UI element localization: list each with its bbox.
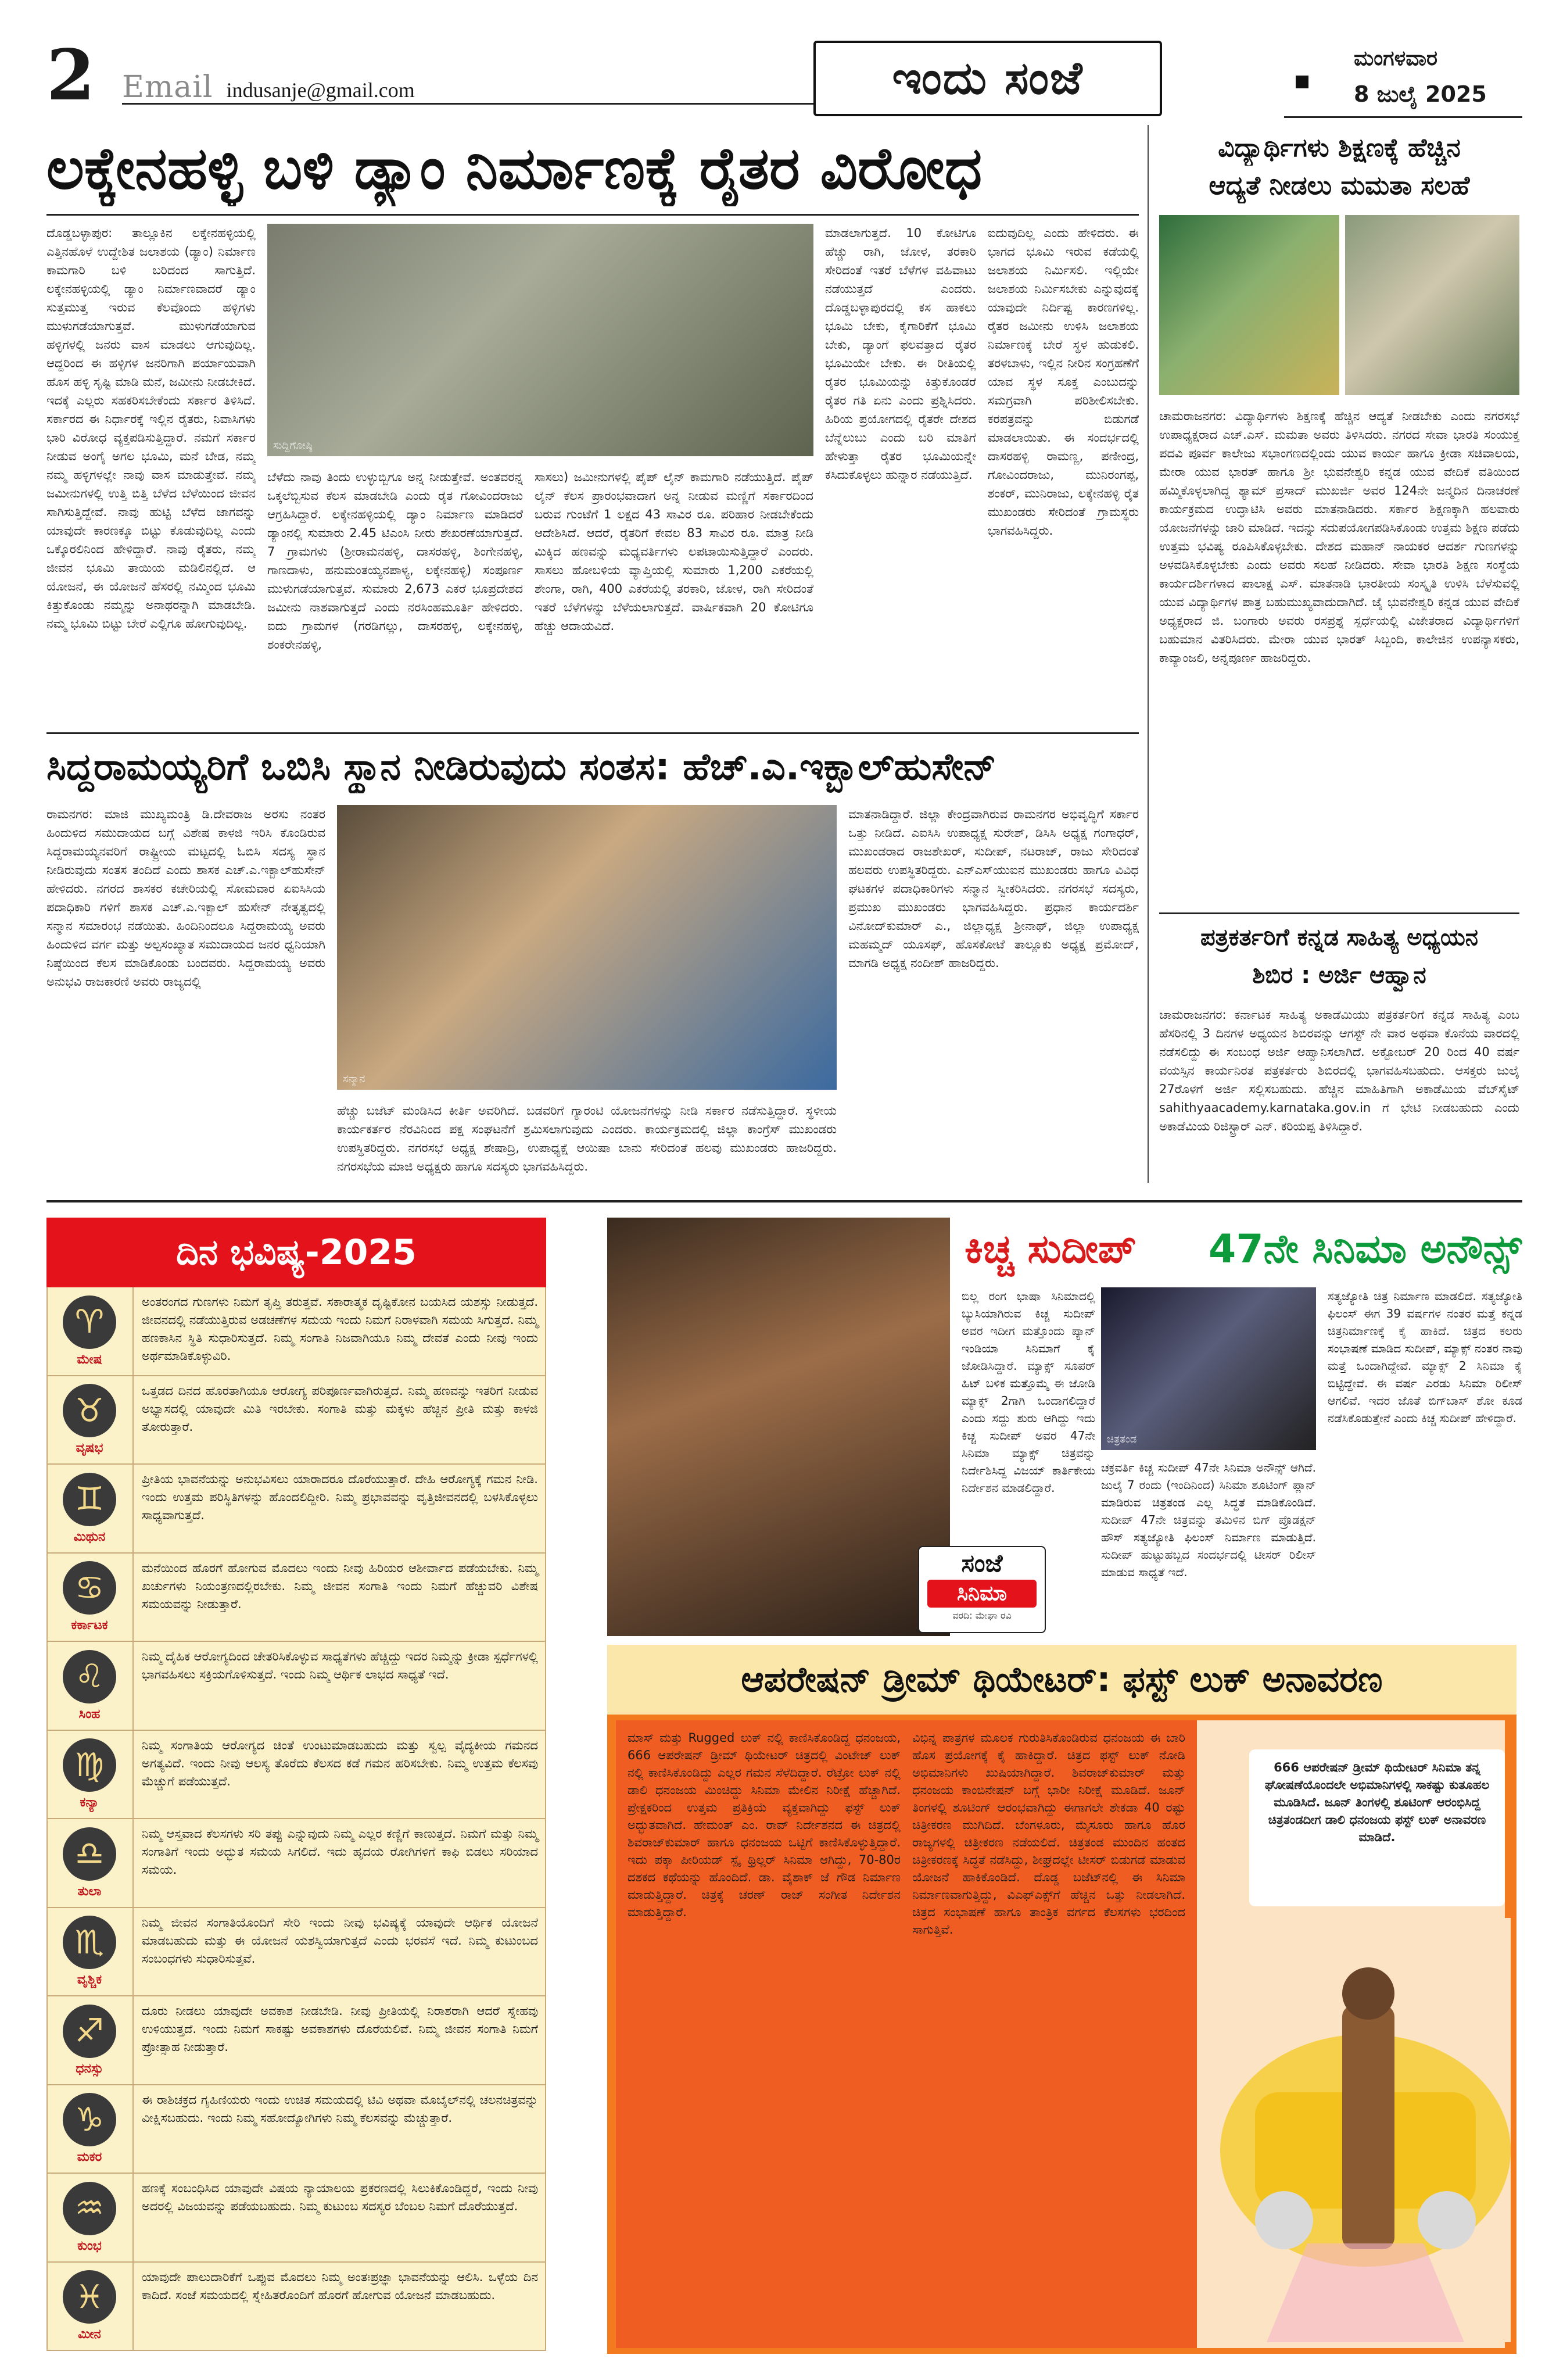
right-mid-headline-2: ಶಿಬಿರ : ಅರ್ಜಿ ಆಹ್ವಾನ bbox=[1252, 962, 1426, 989]
lead-photo-caption: ಸುದ್ದಿಗೋಷ್ಠಿ bbox=[273, 439, 313, 452]
badge-sanje: ಸಂಜೆ bbox=[961, 1549, 1003, 1577]
zodiac-name: ಕನ್ಯಾ bbox=[80, 1795, 99, 1810]
lead-photo bbox=[267, 224, 813, 456]
second-column-1: ರಾಮನಗರ: ಮಾಜಿ ಮುಖ್ಯಮಂತ್ರಿ ಡಿ.ದೇವರಾಜ ಅರಸು ನಂತರ ಹಿಂದುಳಿದ ಸಮುದಾಯದ ಬಗ್ಗೆ ವಿಶೇಷ ಕಾಳಜಿ ಇರಿಸಿ ಕೊಂಡಿರುವ ಸಿದ್ದರಾಮಯ್ಯನವರಿಗೆ ರಾಷ್ಟ್ರೀಯ ಮಟ್ಟದಲ್ಲಿ ಓಬಿಸಿ ಸದಸ್ಯ ಸ್ಥಾನ ನೀಡಿರುವುದು ಸಂತಸ ತಂದಿದೆ ಎಂದು ಶಾಸಕ ಎಚ್.ಎ.ಇಕ್ಬಾಲ್‌ಹುಸೇನ್ ಹೇಳಿದರು. ನಗರದ ಶಾಸಕರ ಕಚೇರಿಯಲ್ಲಿ ಸೋಮವಾರ ಏಐಸಿಸಿಯ ಪದಾಧಿಕಾರಿ ಗಳಿಗೆ ಶಾಸಕ ಎಚ್.ಎ.ಇಕ್ಬಾಲ್ ಹುಸೇನ್ ನೇತೃತ್ವದಲ್ಲಿ ಸನ್ಮಾನ ಸಮಾರಂಭ ನಡೆಯಿತು. ಹಿಂದಿನಿಂದಲೂ ಸಿದ್ದರಾಮಯ್ಯ ಅವರು ಹಿಂದುಳಿದ ವರ್ಗ ಮತ್ತು ಅಲ್ಪಸಂಖ್ಯಾತ ಸಮುದಾಯದ ಜನರ ಧ್ವನಿಯಾಗಿ ನಿಷ್ಠೆಯಿಂದ ಕೆಲಸ ಮಾಡಿಕೊಂಡು ಬಂದವರು. ಸಿದ್ದರಾಮಯ್ಯ ಅವರು ಅನುಭವಿ ರಾಜಕಾರಣಿ ಅವರು ರಾಜ್ಯದಲ್ಲಿ bbox=[46, 807, 325, 989]
horoscope-text: ಯಾವುದೇ ಪಾಲುದಾರಿಕೆಗೆ ಒಪ್ಪುವ ಮೊದಲು ನಿಮ್ಮ ಅಂತಃಪ್ರಜ್ಞಾ ಭಾವನೆಯನ್ನು ಆಲಿಸಿ. ಒಳ್ಳೆಯ ದಿನ ಕಾದಿದೆ. ಸಂಜೆ ಸಮಯದಲ್ಲಿ ಸ್ನೇಹಿತರೊಂದಿಗೆ ಹೊರಗೆ ಹೋಗುವ ಯೋಜನೆ ಮಾಡಬಹುದು. bbox=[142, 2270, 538, 2302]
email-bar bbox=[122, 70, 819, 105]
zodiac-icon: ♈ bbox=[63, 1295, 116, 1349]
zodiac-name: ಸಿಂಹ bbox=[78, 1706, 101, 1722]
horoscope-row bbox=[46, 1908, 546, 1997]
second-headline: ಸಿದ್ದರಾಮಯ್ಯರಿಗೆ ಒಬಿಸಿ ಸ್ಥಾನ ನೀಡಿರುವುದು ಸಂತಸ: ಹೆಚ್.ಎ.ಇಕ್ಬಾಲ್‌ಹುಸೇನ್ bbox=[46, 746, 996, 789]
horoscope-row bbox=[46, 1996, 546, 2085]
horoscope-row bbox=[46, 1376, 546, 1465]
zodiac-name: ಧನಸ್ಸು bbox=[76, 2061, 103, 2076]
horoscope-title: ದಿನ ಭವಿಷ್ಯ-2025 bbox=[46, 1218, 546, 1287]
masthead-square-icon bbox=[1296, 76, 1308, 88]
horoscope-sign bbox=[46, 1287, 134, 1375]
feature-headline: ಆಪರೇಷನ್ ಡ್ರೀಮ್ ಥಿಯೇಟರ್: ಫಸ್ಟ್ ಲುಕ್ ಅನಾವರಣ bbox=[607, 1645, 1516, 1715]
horoscope-row bbox=[46, 2085, 546, 2174]
horoscope-sign bbox=[46, 1908, 134, 1996]
lead-column-1: ದೊಡ್ಡಬಳ್ಳಾಪುರ: ತಾಲ್ಲೂಕಿನ ಲಕ್ಕೇನಹಳ್ಳಿಯಲ್ಲಿ ಎತ್ತಿನಹೊಳೆ ಉದ್ದೇಶಿತ ಜಲಾಶಯ (ಡ್ಯಾಂ) ನಿರ್ಮಾಣ ಕಾಮಗಾರಿ ಬಳಿ ಬರಿದಂದ ಸಾಗುತ್ತಿದೆ. ಲಕ್ಕೇನಹಳ್ಳಿಯಲ್ಲಿ ಡ್ಯಾಂ ನಿರ್ಮಾಣವಾದರೆ ಡ್ಯಾಂ ಸುತ್ತಮುತ್ತ ಇರುವ ಕೆಲವೊಂದು ಹಳ್ಳಿಗಳು ಮುಳುಗಡೆಯಾಗುತ್ತವೆ. ಮುಳುಗಡೆಯಾಗುವ ಹಳ್ಳಿಗಳಲ್ಲಿ ಜನರು ವಾಸ ಮಾಡಲು ಆಗುವುದಿಲ್ಲ. ಆದ್ದರಿಂದ ಈ ಹಳ್ಳಿಗಳ ಜನರಿಗಾಗಿ ಪರ್ಯಾಯವಾಗಿ ಹೊಸ ಹಳ್ಳಿ ಸೃಷ್ಟಿ ಮಾಡಿ ಮನೆ, ಜಮೀನು ನೀಡಬೇಕಿದೆ. ಇದಕ್ಕೆ ಎಲ್ಲರು ಸಹಕರಿಸಬೇಕೆಂದು ಸರ್ಕಾರ ತಿಳಿಸಿದೆ. ಸರ್ಕಾರದ ಈ ನಿರ್ಧಾರಕ್ಕೆ ಇಲ್ಲಿನ ರೈತರು, ನಿವಾಸಿಗಳು ಭಾರಿ ವಿರೋಧ ವ್ಯಕ್ತಪಡಿಸುತ್ತಿದ್ದಾರೆ. ನಮಗೆ ಸರ್ಕಾರ ನೀಡುವ ಅಂಗೈ ಅಗಲ ಭೂಮಿ, ಮನೆ ಬೇಡ, ನಮ್ಮ ನಮ್ಮ ಹಳ್ಳಿಗಳಲ್ಲೇ ನಾವು ವಾಸ ಮಾಡುತ್ತೇವೆ. ನಮ್ಮ ಜಮೀನುಗಳಲ್ಲಿ ಉತ್ತಿ ಬಿತ್ತಿ ಬೆಳೆದ ಬೆಳೆಯಿಂದ ಜೀವನ ಸಾಗಿಸುತ್ತಿದ್ದೇವೆ. ನಾವು ಹುಟ್ಟಿ ಬೆಳೆದ ಜಾಗವನ್ನು ಯಾವುದೇ ಕಾರಣಕ್ಕೂ ಬಿಟ್ಟು ಕೊಡುವುದಿಲ್ಲ ಎಂದು ಒಕ್ಕೊರಲಿನಿಂದ ಹೇಳಿದ್ದಾರೆ. ನಾವು ರೈತರು, ನಮ್ಮ ಜೀವನ ಭೂಮಿ ತಾಯಿಯ ಮಡಿಲಿನಲ್ಲಿದೆ. ಆ ಯೋಜನೆ, ಈ ಯೋಜನೆ ಹೆಸರಲ್ಲಿ ನಮ್ಮಿಂದ ಭೂಮಿ ಕಿತ್ತುಕೊಂಡು ನಮ್ಮನ್ನು ಅನಾಥರನ್ನಾಗಿ ಮಾಡಬೇಡಿ. ನಮ್ಮ ಭೂಮಿ ಬಿಟ್ಟು ಬೇರೆ ಎಲ್ಲಿಗೂ ಹೋಗುವುದಿಲ್ಲ. bbox=[46, 226, 256, 631]
right-top-headline-1: ವಿದ್ಯಾರ್ಥಿಗಳು ಶಿಕ್ಷಣಕ್ಕೆ ಹೆಚ್ಚಿನ bbox=[1218, 133, 1461, 163]
lead-column-3: ಸಾಸಲು) ಜಮೀನುಗಳಲ್ಲಿ ಪೈಪ್ ಲೈನ್ ಕಾಮಗಾರಿ ನಡೆಯುತ್ತಿದೆ. ಪೈಪ್ ಲೈನ್ ಕೆಲಸ ಪ್ರಾರಂಭವಾದಾಗ ಅನ್ನ ನೀಡುವ ಮಣ್ಣಿಗೆ ಸರ್ಕಾರದಿಂದ ಬರುವ ಗುಂಟೆಗೆ 1 ಲಕ್ಷದ 43 ಸಾವಿರ ರೂ. ಪರಿಹಾರ ನೀಡಬೇಕೆಂದು ಆದೇಶಿಸಿದೆ. ಆದರೆ, ರೈತರಿಗೆ ಕೇವಲ 83 ಸಾವಿರ ರೂ. ಮಾತ್ರ ನೀಡಿ ಮಿಕ್ಕಿದ ಹಣವನ್ನು ಮಧ್ಯವರ್ತಿಗಳು ಲಪಟಾಯಿಸುತ್ತಿದ್ದಾರೆ ಎಂದರು. ಸಾಸಲು ಹೋಬಳಿಯ ವ್ಯಾಪ್ತಿಯಲ್ಲಿ ಸುಮಾರು 1,200 ಎಕರೆಯಲ್ಲಿ ಶೇಂಗಾ, ರಾಗಿ, 400 ಎಕರೆಯಲ್ಲಿ ತರಕಾರಿ, ಜೋಳ, ರಾಗಿ ಸೇರಿದಂತೆ ಇತರೆ ಬೆಳೆಗಳನ್ನು ಬೆಳೆಯಲಾಗುತ್ತದೆ. ವಾರ್ಷಿಕವಾಗಿ 20 ಕೋಟಿಗೂ ಹೆಚ್ಚು ಆದಾಯವಿದೆ. bbox=[535, 470, 813, 633]
lead-column-4: ಮಾಡಲಾಗುತ್ತದೆ. 10 ಕೋಟಿಗೂ ಹೆಚ್ಚು ರಾಗಿ, ಜೋಳ, ತರಕಾರಿ ಸೇರಿದಂತೆ ಇತರೆ ಬೆಳೆಗಳ ವಹಿವಾಟು ನಡೆಯುತ್ತದೆ ಎಂದರು. ದೊಡ್ಡಬಳ್ಳಾಪುರದಲ್ಲಿ ಕಸ ಹಾಕಲು ಭೂಮಿ ಬೇಕು, ಕೈಗಾರಿಕೆಗೆ ಭೂಮಿ ಬೇಕು, ಡ್ಯಾಂಗೆ ಫಲವತ್ತಾದ ರೈತರ ಭೂಮಿಯೇ ಬೇಕು. ಈ ರೀತಿಯಲ್ಲಿ ರೈತರ ಭೂಮಿಯನ್ನು ಕಿತ್ತುಕೊಂಡರೆ ರೈತರ ಗತಿ ಏನು ಎಂದು ಪ್ರಶ್ನಿಸಿದರು. ಹಿರಿಯ ಪ್ರಯೋಗದಲ್ಲಿ ರೈತರೇ ದೇಶದ ಬೆನ್ನೆಲುಬು ಎಂದು ಬರಿ ಮಾತಿಗೆ ಹೇಳುತ್ತಾ ರೈತರ ಭೂಮಿಯನ್ನೇ ಕಸಿದುಕೊಳ್ಳಲು ಹುನ್ನಾರ ನಡೆಯುತ್ತಿದೆ. bbox=[825, 226, 976, 482]
zodiac-name: ಮೀನ bbox=[78, 2327, 101, 2342]
horoscope-row bbox=[46, 1554, 546, 1642]
sudeep-portrait bbox=[607, 1218, 950, 1636]
zodiac-name: ವೃಶ್ಚಿಕ bbox=[77, 1973, 102, 1988]
right-top-headline-2: ಆದ್ಯತೆ ನೀಡಲು ಮಮತಾ ಸಲಹೆ bbox=[1209, 171, 1470, 201]
horoscope-text: ನಿಮ್ಮ ಸಂಗಾತಿಯ ಆರೋಗ್ಯದ ಚಿಂತೆ ಉಂಟುಮಾಡಬಹುದು ಮತ್ತು ಸ್ವಲ್ಪ ವೈದ್ಯಕೀಯ ಗಮನದ ಅಗತ್ಯವಿದೆ. ಇಂದು ನೀವು ಆಲಸ್ಯ ತೊರೆದು ಕೆಲಸದ ಕಡೆ ಗಮನ ಹರಿಸಬೇಕು. ನಿಮ್ಮ ಉತ್ತಮ ಕೆಲಸವು ಮೆಚ್ಚುಗೆ ಪಡೆಯುತ್ತದೆ. bbox=[142, 1738, 538, 1788]
zodiac-icon: ♋ bbox=[63, 1561, 116, 1615]
cinema-column-2: ಚಕ್ರವರ್ತಿ ಕಿಚ್ಚ ಸುದೀಪ್ 47ನೇ ಸಿನಿಮಾ ಅನೌನ್ಸ್ ಆಗಿದೆ. ಜುಲೈ 7 ರಂದು (ಇಂದಿನಿಂದ) ಸಿನಿಮಾ ಶೂಟಿಂಗ್ ಪ್ಲಾನ್ ಮಾಡಿರುವ ಚಿತ್ರತಂಡ ಎಲ್ಲ ಸಿದ್ಧತೆ ಮಾಡಿಕೊಂಡಿದೆ. ಸುದೀಪ್ 47ನೇ ಚಿತ್ರವನ್ನು ತಮಿಳಿನ ಬಿಗ್ ಪ್ರೊಡಕ್ಷನ್ ಹೌಸ್ ಸತ್ಯಜ್ಯೋತಿ ಫಿಲಂಸ್ ನಿರ್ಮಾಣ ಮಾಡುತ್ತಿದೆ. ಸುದೀಪ್ ಹುಟ್ಟುಹಬ್ಬದ ಸಂದರ್ಭದಲ್ಲಿ ಟೀಸರ್ ರಿಲೀಸ್ ಮಾಡುವ ಸಾಧ್ಯತೆ ಇದೆ. bbox=[1101, 1461, 1316, 1579]
zodiac-icon: ♍ bbox=[63, 1738, 116, 1792]
horoscope-row bbox=[46, 1642, 546, 1731]
horoscope-row bbox=[46, 2263, 546, 2352]
cinema-column-3: ಸತ್ಯಜ್ಯೋತಿ ಚಿತ್ರ ನಿರ್ಮಾಣ ಮಾಡಲಿದೆ. ಸತ್ಯಜ್ಯೋತಿ ಫಿಲಂಸ್ ಈಗ 39 ವರ್ಷಗಳ ನಂತರ ಮತ್ತೆ ಕನ್ನಡ ಚಿತ್ರನಿರ್ಮಾಣಕ್ಕೆ ಕೈ ಹಾಕಿದೆ. ಚಿತ್ರದ ಕಲರು ಸಂಭಾಷಣೆ ಮಾಡಿದ ಸುದೀಪ್, ಮ್ಯಾಕ್ಸ್ ನಂತರ ನಾವು ಮತ್ತೆ ಒಂದಾಗಿದ್ದೇವೆ. ಮ್ಯಾಕ್ಸ್ 2 ಸಿನಿಮಾ ಕೈ ಬಿಟ್ಟಿದ್ದೇವೆ. ಈ ವರ್ಷ ಎರಡು ಸಿನಿಮಾ ರಿಲೀಸ್ ಆಗಲಿವೆ. ಇದರ ಜೊತೆ ಬಿಗ್‌ಬಾಸ್ ಶೋ ಕೂಡ ನಡೆಸಿಕೊಡುತ್ತೇನೆ ಎಂದು ಕಿಚ್ಚ ಸುದೀಪ್ ಹೇಳಿದ್ದಾರೆ. bbox=[1328, 1289, 1522, 1425]
zodiac-icon: ♎ bbox=[63, 1827, 116, 1881]
horoscope-text: ಹಣಕ್ಕೆ ಸಂಬಂಧಿಸಿದ ಯಾವುದೇ ವಿಷಯ ನ್ಯಾಯಾಲಯ ಪ್ರಕರಣದಲ್ಲಿ ಸಿಲುಕಿಕೊಂಡಿದ್ದರೆ, ಇಂದು ನೀವು ಅದರಲ್ಲಿ ವಿಜಯವನ್ನು ಪಡೆಯಬಹುದು. ನಿಮ್ಮ ಕುಟುಂಬ ಸದಸ್ಯರ ಬೆಂಬಲ ನಿಮಗೆ ದೊರೆಯುತ್ತದೆ. bbox=[142, 2181, 538, 2213]
cinema-team-photo-caption: ಚಿತ್ರತಂಡ bbox=[1107, 1433, 1137, 1445]
horoscope-sign bbox=[46, 1376, 134, 1464]
horoscope-text: ಒತ್ತಡದ ದಿನದ ಹೊರತಾಗಿಯೂ ಆರೋಗ್ಯ ಪರಿಪೂರ್ಣವಾಗಿರುತ್ತದೆ. ನಿಮ್ಮ ಹಣವನ್ನು ಇತರಿಗೆ ನೀಡುವ ಅಭ್ಯಾಸದಲ್ಲಿ ಯಾವುದೇ ಮಿತಿ ಇರಬೇಕು. ಸಂಗಾತಿ ಮತ್ತು ಮಕ್ಕಳು ಹೆಚ್ಚಿನ ಪ್ರೀತಿ ಮತ್ತು ಕಾಳಜಿ ತೋರುತ್ತಾರೆ. bbox=[142, 1383, 538, 1434]
horoscope-text: ಈ ರಾಶಿಚಕ್ರದ ಗೃಹಿಣಿಯರು ಇಂದು ಉಚಿತ ಸಮಯದಲ್ಲಿ ಟಿವಿ ಅಥವಾ ಮೊಬೈಲ್‌ನಲ್ಲಿ ಚಲನಚಿತ್ರವನ್ನು ವೀಕ್ಷಿಸಬಹುದು. ಇಂದು ನಿಮ್ಮ ಸಹೋದ್ಯೋಗಿಗಳು ನಿಮ್ಮ ಕೆಲಸವನ್ನು ಮೆಚ್ಚುತ್ತಾರೆ. bbox=[142, 2092, 538, 2125]
horoscope-text: ನಿಮ್ಮ ಜೀವನ ಸಂಗಾತಿಯೊಂದಿಗೆ ಸೇರಿ ಇಂದು ನೀವು ಭವಿಷ್ಯಕ್ಕೆ ಯಾವುದೇ ಆರ್ಥಿಕ ಯೋಜನೆ ಮಾಡಬಹುದು ಮತ್ತು ಈ ಯೋಜನೆ ಯಶಸ್ವಿಯಾಗುತ್ತದೆ ಎಂದು ಭರವಸೆ ಇದೆ. ನಿಮ್ಮ ಕುಟುಂಬದ ಸಂಬಂಧಗಳು ಸುಧಾರಿಸುತ್ತವೆ. bbox=[142, 1915, 538, 1966]
badge-credit: ವರದಿ: ಮೇಘಾ ರವಿ bbox=[952, 1610, 1012, 1621]
badge-cinema: ಸಿನಿಮಾ bbox=[927, 1580, 1037, 1608]
horoscope-text: ನಿಮ್ಮ ಆಸ್ತವಾದ ಕೆಲಸಗಳು ಸರಿ ತಪ್ಪು ಎನ್ನುವುದು ನಿಮ್ಮ ಎಲ್ಲರ ಕಣ್ಣಿಗೆ ಕಾಣುತ್ತದೆ. ನಿಮಗೆ ಮತ್ತು ನಿಮ್ಮ ಸಂಗಾತಿಗೆ ಇಂದು ಅದ್ಭುತ ಸಮಯ ಸಿಗಲಿದೆ. ಇದು ಹೃದಯ ರೋಗಿಗಳಿಗೆ ಕಾಫಿ ಬಿಡಲು ಸರಿಯಾದ ಸಮಯ. bbox=[142, 1827, 538, 1877]
email-label: Email bbox=[122, 70, 213, 105]
zodiac-name: ಮಕರ bbox=[77, 2150, 102, 2165]
cinema-column-1: ಬಿಲ್ಲ ರಂಗ ಭಾಷಾ ಸಿನಿಮಾದಲ್ಲಿ ಬ್ಯುಸಿಯಾಗಿರುವ ಕಿಚ್ಚ ಸುದೀಪ್ ಅವರ ಇದೀಗ ಮತ್ತೊಂದು ಪ್ಯಾನ್ ಇಂಡಿಯಾ ಸಿನಿಮಾಗೆ ಕೈ ಜೋಡಿಸಿದ್ದಾರೆ. ಮ್ಯಾಕ್ಸ್ ಸೂಪರ್ ಹಿಟ್ ಬಳಿಕ ಮತ್ತೊಮ್ಮೆ ಈ ಜೋಡಿ ಮ್ಯಾಕ್ಸ್ 2ಗಾಗಿ ಒಂದಾಗಲಿದ್ದಾರೆ ಎಂದು ಸದ್ದು ಶುರು ಆಗಿದ್ದು ಇದು ಕಿಚ್ಚ ಸುದೀಪ್ ಅವರ 47ನೇ ಸಿನಿಮಾ ಮ್ಯಾಕ್ಸ್ ಚಿತ್ರವನ್ನು ನಿರ್ದೇಶಿಸಿದ್ದ ವಿಜಯ್ ಕಾರ್ತಿಕೇಯ ನಿರ್ದೇಶನ ಮಾಡಲಿದ್ದಾರೆ. bbox=[962, 1289, 1095, 1495]
horoscope-sign bbox=[46, 2085, 134, 2173]
horoscope-sign bbox=[46, 1819, 134, 1907]
zodiac-name: ವೃಷಭ bbox=[76, 1441, 103, 1456]
zodiac-icon: ♏ bbox=[63, 1916, 116, 1969]
cinema-headline-red: ಕಿಚ್ಚ ಸುದೀಪ್ bbox=[965, 1226, 1136, 1272]
horoscope-row bbox=[46, 1287, 546, 1376]
cinema-headline-green: 47ನೇ ಸಿನಿಮಾ ಅನೌನ್ಸ್ bbox=[1209, 1226, 1522, 1272]
lead-headline: ಲಕ್ಕೇನಹಳ್ಳಿ ಬಳಿ ಡ್ಯಾಂ ನಿರ್ಮಾಣಕ್ಕೆ ರೈತರ ವಿರೋಧ bbox=[46, 134, 983, 202]
horoscope-sign bbox=[46, 2174, 134, 2261]
second-column-3: ಮಾತನಾಡಿದ್ದಾರೆ. ಜಿಲ್ಲಾ ಕೇಂದ್ರವಾಗಿರುವ ರಾಮನಗರ ಅಭಿವೃದ್ಧಿಗೆ ಸರ್ಕಾರ ಒತ್ತು ನೀಡಿದೆ. ಎಐಸಿಸಿ ಉಪಾಧ್ಯಕ್ಷ ಸುರೇಶ್, ಡಿಸಿಸಿ ಅಧ್ಯಕ್ಷ ಗಂಗಾಧರ್, ಮುಖಂಡರಾದ ರಾಜಶೇಖರ್, ಸುದೀಪ್, ನಟರಾಜ್, ರಾಜು ಸೇರಿದಂತೆ ಹಲವರು ಉಪಸ್ಥಿತರಿದ್ದರು. ಎನ್‌ಎಸ್‌ಯುಐನ ಮುಖಂಡರು ಹಾಗೂ ವಿವಿಧ ಘಟಕಗಳ ಪದಾಧಿಕಾರಿಗಳು ಸನ್ಮಾನ ಸ್ವೀಕರಿಸಿದರು. ನಗರಸಭೆ ಸದಸ್ಯರು, ಪ್ರಮುಖ ಮುಖಂಡರು ಭಾಗವಹಿಸಿದ್ದರು. ಪ್ರಧಾನ ಕಾರ್ಯದರ್ಶಿ ವಿನೋದ್‌ಕುಮಾರ್ ಎ., ಜಿಲ್ಲಾಧ್ಯಕ್ಷ ಶ್ರೀನಾಥ್, ಜಿಲ್ಲಾ ಉಪಾಧ್ಯಕ್ಷ ಮಹಮ್ಮದ್ ಯೂಸಫ್, ಹೊಸಕೋಟೆ ತಾಲ್ಲೂಕು ಅಧ್ಯಕ್ಷ ಪ್ರಮೋದ್, ಮಾಗಡಿ ಅಧ್ಯಕ್ಷ ನಂದೀಶ್ ಹಾಜರಿದ್ದರು. bbox=[848, 807, 1139, 970]
lead-rule bbox=[46, 214, 1139, 216]
masthead-rule bbox=[1284, 116, 1522, 118]
right-mid-headline-1: ಪತ್ರಕರ್ತರಿಗೆ ಕನ್ನಡ ಸಾಹಿತ್ಯ ಅಧ್ಯಯನ bbox=[1200, 924, 1479, 951]
zodiac-icon: ♊ bbox=[63, 1473, 116, 1526]
horoscope-row bbox=[46, 1465, 546, 1554]
horoscope-row bbox=[46, 2174, 546, 2263]
sanje-cinema-badge bbox=[918, 1546, 1046, 1633]
zodiac-icon: ♑ bbox=[63, 2093, 116, 2146]
cinema-team-photo bbox=[1101, 1287, 1316, 1450]
masthead-day: ಮಂಗಳವಾರ bbox=[1354, 46, 1438, 70]
email-address[interactable]: indusanje@gmail.com bbox=[226, 78, 415, 102]
zodiac-icon: ♐ bbox=[63, 2005, 116, 2058]
horoscope-sign bbox=[46, 1731, 134, 1819]
lead-column-5: ಐದುವುದಿಲ್ಲ ಎಂದು ಹೇಳಿದರು. ಈ ಭಾಗದ ಭೂಮಿ ಇರುವ ಕಡೆಯಲ್ಲಿ ಜಲಾಶಯ ನಿರ್ಮಿಸಲಿ. ಇಲ್ಲಿಯೇ ಜಲಾಶಯ ನಿರ್ಮಿಸಬೇಕು ಎನ್ನುವುದಕ್ಕೆ ಯಾವುದೇ ನಿರ್ದಿಷ್ಟ ಕಾರಣಗಳಿಲ್ಲ. ರೈತರ ಜಮೀನು ಉಳಿಸಿ ಜಲಾಶಯ ನಿರ್ಮಾಣಕ್ಕೆ ಬೇರೆ ಸ್ಥಳ ಹುಡುಕಲಿ. ತರಳಬಾಳು, ಇಲ್ಲಿನ ನೀರಿನ ಸಂಗ್ರಹಣೆಗೆ ಯಾವ ಸ್ಥಳ ಸೂಕ್ತ ಎಂಬುದನ್ನು ಸಮಗ್ರವಾಗಿ ಪರಿಶೀಲಿಸಬೇಕು. ಕರಪತ್ರವನ್ನು ಬಿಡುಗಡೆ ಮಾಡಲಾಯಿತು. ಈ ಸಂದರ್ಭದಲ್ಲಿ ದಾಸರಹಳ್ಳಿ ರಾಮಣ್ಣ, ಪಣೀಂದ್ರ, ಗೋವಿಂದರಾಜು, ಮುನಿರಂಗಪ್ಪ, ಶಂಕರ್, ಮುನಿರಾಜು, ಲಕ್ಕೇನಹಳ್ಳಿ ರೈತ ಮುಖಂಡರು ಸೇರಿದಂತೆ ಗ್ರಾಮಸ್ಥರು ಭಾಗವಹಿಸಿದ್ದರು. bbox=[988, 226, 1139, 538]
horoscope-text: ದೂರು ನೀಡಲು ಯಾವುದೇ ಅವಕಾಶ ನೀಡಬೇಡಿ. ನೀವು ಪ್ರೀತಿಯಲ್ಲಿ ನಿರಾಶರಾಗಿ ಆದರೆ ಸ್ನೇಹವು ಉಳಿಯುತ್ತದೆ. ಇಂದು ನಿಮಗೆ ಸಾಕಷ್ಟು ಅವಕಾಶಗಳು ದೊರೆಯಲಿವೆ. ನಿಮ್ಮ ಜೀವನ ಸಂಗಾತಿ ನಿಮಗೆ ಪ್ರೋತ್ಸಾಹ ನೀಡುತ್ತಾರೆ. bbox=[142, 2004, 538, 2054]
page-number: 2 bbox=[46, 34, 95, 116]
right-mid-rule bbox=[1159, 912, 1519, 914]
feature-callout: 666 ಆಪರೇಷನ್ ಡ್ರೀಮ್ ಥಿಯೇಟರ್ ಸಿನಿಮಾ ತನ್ನ ಘೋಷಣೆಯೊಂದಲೇ ಅಭಿಮಾನಿಗಳಲ್ಲಿ ಸಾಕಷ್ಟು ಕುತೂಹಲ ಮೂಡಿಸಿದೆ. ಜೂನ್ ತಿಂಗಳಲ್ಲಿ ಶೂಟಿಂಗ್ ಆರಂಭಿಸಿದ್ದ ಚಿತ್ರತಂಡದೀಗ ಡಾಲಿ ಧನಂಜಯ ಫಸ್ಟ್ ಲುಕ್ ಅನಾವರಣ ಮಾಡಿದೆ. bbox=[1249, 1749, 1505, 1906]
right-mid-body: ಚಾಮರಾಜನಗರ: ಕರ್ನಾಟಕ ಸಾಹಿತ್ಯ ಅಕಾಡೆಮಿಯು ಪತ್ರಕರ್ತರಿಗೆ ಕನ್ನಡ ಸಾಹಿತ್ಯ ಎಂಬ ಹೆಸರಿನಲ್ಲಿ 3 ದಿನಗಳ ಅಧ್ಯಯನ ಶಿಬಿರವನ್ನು ಆಗಸ್ಟ್ ನೇ ವಾರ ಅಥವಾ ಕೊನೆಯ ವಾರದಲ್ಲಿ ನಡೆಸಲಿದ್ದು ಈ ಸಂಬಂಧ ಅರ್ಜಿ ಆಹ್ವಾನಿಸಲಾಗಿದೆ. ಅಕ್ಟೋಬರ್ 20 ರಿಂದ 40 ವರ್ಷ ವಯಸ್ಸಿನ ಕಾರ್ಯನಿರತ ಪತ್ರಕರ್ತರು ಶಿಬಿರದಲ್ಲಿ ಭಾಗವಹಿಸಬಹುದು. ಆಸಕ್ತರು ಜುಲೈ 27ರೊಳಗೆ ಅರ್ಜಿ ಸಲ್ಲಿಸಬಹುದು. ಹೆಚ್ಚಿನ ಮಾಹಿತಿಗಾಗಿ ಅಕಾಡೆಮಿಯ ವೆಬ್‌ಸೈಟ್ sahithyaacademy.karnataka.gov.in ಗೆ ಭೇಟಿ ನೀಡಬಹುದು ಎಂದು ಅಕಾಡೆಮಿಯ ರಿಜಿಸ್ಟ್ರಾರ್ ಎನ್. ಕರಿಯಪ್ಪ ತಿಳಿಸಿದ್ದಾರೆ. bbox=[1159, 1008, 1519, 1133]
zodiac-name: ಮೇಷ bbox=[77, 1352, 102, 1367]
right-top-photo-1 bbox=[1159, 215, 1339, 395]
horoscope-row bbox=[46, 1819, 546, 1908]
newspaper-logo bbox=[813, 41, 1162, 116]
horoscope-sign bbox=[46, 1554, 134, 1641]
zodiac-icon: ♒ bbox=[63, 2182, 116, 2235]
logo-text: ಇಂದು ಸಂಜೆ bbox=[892, 52, 1084, 105]
right-column-divider bbox=[1148, 125, 1149, 1183]
zodiac-name: ಕುಂಭ bbox=[77, 2238, 102, 2253]
ramanagara-photo bbox=[337, 805, 837, 1090]
horoscope-text: ಪ್ರೀತಿಯ ಭಾವನೆಯನ್ನು ಅನುಭವಿಸಲು ಯಾರಾದರೂ ದೊರೆಯುತ್ತಾರೆ. ದೇಹಿ ಆರೋಗ್ಯಕ್ಕೆ ಗಮನ ನೀಡಿ. ಇಂದು ಉತ್ತಮ ಪರಿಸ್ಥಿತಿಗಳನ್ನು ಹೊಂದಲಿದ್ದೀರಿ. ನಿಮ್ಮ ಪ್ರಭಾವವನ್ನು ವೃತ್ತಿಜೀವನದಲ್ಲಿ ಬಳಸಿಕೊಳ್ಳಲು ಸಾಧ್ಯವಾಗುತ್ತದೆ. bbox=[142, 1472, 538, 1522]
second-story-rule bbox=[46, 732, 1139, 734]
feature-poster-art bbox=[1220, 1918, 1511, 2342]
second-column-2: ಹೆಚ್ಚು ಬಜೆಟ್ ಮಂಡಿಸಿದ ಕೀರ್ತಿ ಅವರಿಗಿದೆ. ಬಡವರಿಗೆ ಗ್ಯಾರಂಟಿ ಯೋಜನೆಗಳನ್ನು ನೀಡಿ ಸರ್ಕಾರ ನಡೆಸುತ್ತಿದ್ದಾರೆ. ಸ್ಥಳೀಯ ಕಾರ್ಯಕರ್ತರ ನೆರವಿನಿಂದ ಪಕ್ಷ ಸಂಘಟನೆಗೆ ಶ್ರಮಿಸಲಾಗುವುದು ಎಂದರು. ಕಾರ್ಯಕ್ರಮದಲ್ಲಿ ಜಿಲ್ಲಾ ಕಾಂಗ್ರೆಸ್ ಮುಖಂಡರು ಉಪಸ್ಥಿತರಿದ್ದರು. ನಗರಸಭೆ ಅಧ್ಯಕ್ಷ ಶೇಷಾದ್ರಿ, ಉಪಾಧ್ಯಕ್ಷೆ ಆಯಿಷಾ ಬಾನು ಸೇರಿದಂತೆ ಹಲವು ಮುಖಂಡರು ಹಾಜರಿದ್ದರು. ನಗರಸಭೆಯ ಮಾಜಿ ಅಧ್ಯಕ್ಷರು ಹಾಗೂ ಸದಸ್ಯರು ಭಾಗವಹಿಸಿದ್ದರು. bbox=[337, 1104, 837, 1173]
zodiac-icon: ♌ bbox=[63, 1650, 116, 1703]
feature-column-2: ವಿಭಿನ್ನ ಪಾತ್ರಗಳ ಮೂಲಕ ಗುರುತಿಸಿಕೊಂಡಿರುವ ಧನಂಜಯ ಈ ಬಾರಿ ಹೊಸ ಪ್ರಯೋಗಕ್ಕೆ ಕೈ ಹಾಕಿದ್ದಾರೆ. ಚಿತ್ರದ ಫಸ್ಟ್ ಲುಕ್ ನೋಡಿ ಅಭಿಮಾನಿಗಳು ಖುಷಿಯಾಗಿದ್ದಾರೆ. ಶಿವರಾಜ್‌ಕುಮಾರ್ ಮತ್ತು ಧನಂಜಯ ಕಾಂಬಿನೇಷನ್ ಬಗ್ಗೆ ಭಾರೀ ನಿರೀಕ್ಷೆ ಮೂಡಿದೆ. ಜೂನ್ ತಿಂಗಳಲ್ಲಿ ಶೂಟಿಂಗ್ ಆರಂಭವಾಗಿದ್ದು ಈಗಾಗಲೇ ಶೇಕಡಾ 40 ರಷ್ಟು ಚಿತ್ರೀಕರಣ ಮುಗಿದಿದೆ. ಬೆಂಗಳೂರು, ಮೈಸೂರು ಹಾಗೂ ಹೊರ ರಾಜ್ಯಗಳಲ್ಲಿ ಚಿತ್ರೀಕರಣ ನಡೆಯಲಿದೆ. ಚಿತ್ರತಂಡ ಮುಂದಿನ ಹಂತದ ಚಿತ್ರೀಕರಣಕ್ಕೆ ಸಿದ್ಧತೆ ನಡೆಸಿದ್ದು, ಶೀಘ್ರದಲ್ಲೇ ಟೀಸರ್ ಬಿಡುಗಡೆ ಮಾಡುವ ಯೋಜನೆ ಹಾಕಿಕೊಂಡಿದೆ. ದೊಡ್ಡ ಬಜೆಟ್‌ನಲ್ಲಿ ಈ ಸಿನಿಮಾ ನಿರ್ಮಾಣವಾಗುತ್ತಿದ್ದು, ವಿಎಫ್‌ಎಕ್ಸ್‌ಗೆ ಹೆಚ್ಚಿನ ಒತ್ತು ನೀಡಲಾಗಿದೆ. ಚಿತ್ರದ ಸಂಭಾಷಣೆ ಹಾಗೂ ತಾಂತ್ರಿಕ ವರ್ಗದ ಕೆಲಸಗಳು ಭರದಿಂದ ಸಾಗುತ್ತಿವೆ. bbox=[912, 1731, 1185, 1937]
right-top-photo-2 bbox=[1345, 215, 1519, 395]
zodiac-icon: ♓ bbox=[63, 2270, 116, 2324]
horoscope-sign bbox=[46, 1996, 134, 2084]
zodiac-name: ಮಿಥುನ bbox=[73, 1529, 106, 1544]
masthead-date: 8 ಜುಲೈ 2025 bbox=[1354, 81, 1487, 107]
horoscope-sign bbox=[46, 1642, 134, 1730]
horoscope-sign bbox=[46, 2263, 134, 2350]
feature-column-1: ಮಾಸ್ ಮತ್ತು Rugged ಲುಕ್ ನಲ್ಲಿ ಕಾಣಿಸಿಕೊಂಡಿದ್ದ ಧನಂಜಯ, 666 ಆಪರೇಷನ್ ಡ್ರೀಮ್ ಥಿಯೇಟರ್ ಚಿತ್ರದಲ್ಲಿ ವಿಂಟೇಜ್ ಲುಕ್ ನಲ್ಲಿ ಕಾಣಿಸಿಕೊಂಡಿದ್ದು ಎಲ್ಲರ ಗಮನ ಸೆಳೆದಿದ್ದಾರೆ. ರೆಟ್ರೋ ಲುಕ್ ನಲ್ಲಿ ಡಾಲಿ ಧನಂಜಯ ಮಿಂಚಿದ್ದು ಸಿನಿಮಾ ಮೇಲಿನ ನಿರೀಕ್ಷೆ ಹೆಚ್ಚಾಗಿದೆ. ಪ್ರೇಕ್ಷಕರಿಂದ ಉತ್ತಮ ಪ್ರತಿಕ್ರಿಯೆ ವ್ಯಕ್ತವಾಗಿದ್ದು ಫಸ್ಟ್ ಲುಕ್ ಅದ್ಭುತವಾಗಿದೆ. ಹೇಮಂತ್ ಎಂ. ರಾವ್ ನಿರ್ದೇಶನದ ಈ ಚಿತ್ರದಲ್ಲಿ ಶಿವರಾಜ್‌ಕುಮಾರ್ ಹಾಗೂ ಧನಂಜಯ ಒಟ್ಟಿಗೆ ಕಾಣಿಸಿಕೊಳ್ಳುತ್ತಿದ್ದಾರೆ. ಇದು ಪಕ್ಕಾ ಪೀರಿಯಡ್ ಸ್ಪೈ ಥ್ರಿಲ್ಲರ್ ಸಿನಿಮಾ ಆಗಿದ್ದು, 70-80ರ ದಶಕದ ಕಥೆಯನ್ನು ಹೊಂದಿದೆ. ಡಾ. ವೈಶಾಕ್ ಜೆ ಗೌಡ ನಿರ್ಮಾಣ ಮಾಡುತ್ತಿದ್ದಾರೆ. ಚಿತ್ರಕ್ಕೆ ಚರಣ್ ರಾಜ್ ಸಂಗೀತ ನಿರ್ದೇಶನ ಮಾಡುತ್ತಿದ್ದಾರೆ. bbox=[628, 1731, 901, 1919]
horoscope-text: ಮನೆಯಿಂದ ಹೊರಗೆ ಹೋಗುವ ಮೊದಲು ಇಂದು ನೀವು ಹಿರಿಯರ ಆಶೀರ್ವಾದ ಪಡೆಯಬೇಕು. ನಿಮ್ಮ ಖರ್ಚುಗಳು ನಿಯಂತ್ರಣದಲ್ಲಿರಬೇಕು. ನಿಮ್ಮ ಜೀವನ ಸಂಗಾತಿ ಇಂದು ನಿಮಗೆ ಹೆಚ್ಚುವರಿ ವಿಶೇಷ ಸಮಯವನ್ನು ನೀಡುತ್ತಾರೆ. bbox=[142, 1561, 538, 1611]
zodiac-name: ತುಲಾ bbox=[77, 1884, 102, 1899]
lead-column-2: ಬೆಳೆದು ನಾವು ತಿಂದು ಉಳ್ಳುಬ್ಬಿಗೂ ಅನ್ನ ನೀಡುತ್ತೇವೆ. ಅಂತವರನ್ನ ಒಕ್ಕಲೆಬ್ಬಿಸುವ ಕೆಲಸ ಮಾಡಬೇಡಿ ಎಂದು ರೈತ ಗೋವಿಂದರಾಜು ಆಗ್ರಹಿಸಿದ್ದಾರೆ. ಲಕ್ಕೇನಹಳ್ಳಿಯಲ್ಲಿ ಡ್ಯಾಂ ನಿರ್ಮಾಣ ಮಾಡಿದರೆ ಡ್ಯಾಂನಲ್ಲಿ ಸುಮಾರು 2.45 ಟಿಎಂಸಿ ನೀರು ಶೇಖರಣೆಯಾಗುತ್ತದೆ. 7 ಗ್ರಾಮಗಳು (ಶ್ರೀರಾಮನಹಳ್ಳಿ, ದಾಸರಹಳ್ಳಿ, ಶಿಂಗೇನಹಳ್ಳಿ, ಗಾಣದಾಳು, ಹನುಮಂತಯ್ಯನಪಾಳ್ಯ, ಲಕ್ಕೇನಹಳ್ಳಿ) ಸಂಪೂರ್ಣ ಮುಳುಗಡೆಯಾಗುತ್ತವೆ. ಸುಮಾರು 2,673 ಎಕರೆ ಭೂಪ್ರದೇಶದ ಜಮೀನು ನಾಶವಾಗುತ್ತದೆ ಎಂದು ನರಸಿಂಹಮೂರ್ತಿ ಹೇಳಿದರು. ಐದು ಗ್ರಾಮಗಳ (ಗರಡಿಗಲ್ಲು, ದಾಸರಹಳ್ಳಿ, ಲಕ್ಕೇನಹಳ್ಳಿ, ಶಂಕರೇನಹಳ್ಳಿ, bbox=[267, 470, 523, 652]
horoscope-row bbox=[46, 1731, 546, 1820]
zodiac-icon: ♉ bbox=[63, 1384, 116, 1437]
horoscope-text: ನಿಮ್ಮ ದೈಹಿಕ ಆರೋಗ್ಯದಿಂದ ಚೇತರಿಸಿಕೊಳ್ಳುವ ಸಾಧ್ಯತೆಗಳು ಹೆಚ್ಚಿದ್ದು ಇದರ ನಿಮ್ಮನ್ನು ಕ್ರೀಡಾ ಸ್ಪರ್ಧೆಗಳಲ್ಲಿ ಭಾಗವಹಿಸಲು ಸಕ್ರಿಯಗೊಳಿಸುತ್ತದೆ. ಇಂದು ನಿಮ್ಮ ಆರ್ಥಿಕ ಲಾಭದ ಸಾಧ್ಯತೆ ಇದೆ. bbox=[142, 1649, 538, 1681]
ramanagara-photo-caption: ಸನ್ಮಾನ bbox=[343, 1073, 365, 1085]
horoscope-sign bbox=[46, 1465, 134, 1552]
right-top-body: ಚಾಮರಾಜನಗರ: ವಿದ್ಯಾರ್ಥಿಗಳು ಶಿಕ್ಷಣಕ್ಕೆ ಹೆಚ್ಚಿನ ಆದ್ಯತೆ ನೀಡಬೇಕು ಎಂದು ನಗರಸಭೆ ಉಪಾಧ್ಯಕ್ಷರಾದ ಎಚ್.ಎಸ್. ಮಮತಾ ಅವರು ತಿಳಿಸಿದರು. ನಗರದ ಸೇವಾ ಭಾರತಿ ಸಂಯುಕ್ತ ಪದವಿ ಪೂರ್ವ ಕಾಲೇಜು ಸಭಾಂಗಣದಲ್ಲಿಂದು ಯುವ ಕಾರ್ಯ ಹಾಗೂ ಕ್ರೀಡಾ ಸಚಿವಾಲಯ, ಮೇರಾ ಯುವ ಭಾರತ್ ಹಾಗೂ ಶ್ರೀ ಭುವನೇಶ್ವರಿ ಕನ್ನಡ ಯುವ ವೇದಿಕೆ ವತಿಯಿಂದ ಹಮ್ಮಿಕೊಳ್ಳಲಾಗಿದ್ದ ಶ್ಯಾಮ್ ಪ್ರಸಾದ್ ಮುಖರ್ಜಿ ಅವರ 124ನೇ ಜನ್ಮದಿನ ದಿನಾಚರಣೆ ಕಾರ್ಯಕ್ರಮದ ಉದ್ಘಾಟಿಸಿ ಅವರು ಮಾತನಾಡಿದರು. ಸರ್ಕಾರ ಶಿಕ್ಷಣಕ್ಕಾಗಿ ಹಲವಾರು ಯೋಜನೆಗಳನ್ನು ಜಾರಿ ಮಾಡಿದೆ. ಇದನ್ನು ಸದುಪಯೋಗಪಡಿಸಿಕೊಂಡು ಉತ್ತಮ ಶಿಕ್ಷಣ ಪಡೆದು ಉತ್ತಮ ಭವಿಷ್ಯ ರೂಪಿಸಿಕೊಳ್ಳಬೇಕು. ದೇಶದ ಮಹಾನ್ ನಾಯಕರ ಆದರ್ಶ ಗುಣಗಳನ್ನು ಅಳವಡಿಸಿಕೊಳ್ಳಬೇಕು ಎಂದು ಅವರು ಸಲಹೆ ನೀಡಿದರು. ಸೇವಾ ಭಾರತಿ ಶಿಕ್ಷಣ ಸಂಸ್ಥೆಯ ಕಾರ್ಯದರ್ಶಿಗಳಾದ ಪಾಲಾಕ್ಷ ಎಸ್. ಮಾತನಾಡಿ ಭಾರತೀಯ ಸಂಸ್ಕೃತಿ ಉಳಿಸಿ ಬೆಳೆಸುವಲ್ಲಿ ಯುವ ವಿದ್ಯಾರ್ಥಿಗಳ ಪಾತ್ರ ಬಹುಮುಖ್ಯವಾದುದಾಗಿದೆ. ಜೈ ಭುವನೇಶ್ವರಿ ಕನ್ನಡ ಯುವ ವೇದಿಕೆ ಅಧ್ಯಕ್ಷರಾದ ಜಿ. ಬಂಗಾರು ಅವರು ರಸಪ್ರಶ್ನೆ ಸ್ಪರ್ಧೆಯಲ್ಲಿ ವಿಜೇತರಾದ ವಿದ್ಯಾರ್ಥಿಗಳಿಗೆ ಬಹುಮಾನ ವಿತರಿಸಿದರು. ಮೇರಾ ಯುವ ಭಾರತ್ ಸಿಬ್ಬಂದಿ, ಕಾಲೇಜಿನ ಉಪನ್ಯಾಸಕರು, ಕಾವ್ಯಾಂಜಲಿ, ಅನ್ನಪೂರ್ಣ ಹಾಜರಿದ್ದರು. bbox=[1159, 409, 1519, 665]
zodiac-name: ಕರ್ಕಾಟಕ bbox=[71, 1618, 108, 1633]
bottom-section-rule bbox=[46, 1200, 1522, 1202]
horoscope-text: ಅಂತರಂಗದ ಗುಣಗಳು ನಿಮಗೆ ತೃಪ್ತಿ ತರುತ್ತವೆ. ಸಕಾರಾತ್ಮಕ ದೃಷ್ಟಿಕೋನ ಬಯಸಿದ ಯಶಸ್ಸು ನೀಡುತ್ತದೆ. ಜೀವನದಲ್ಲಿ ನಡೆಯುತ್ತಿರುವ ಅಡಚಣೆಗಳ ಸಮಯ ಇಂದು ನಿಮಗೆ ನಿರಾಳವಾಗಿ ಸಮಯ ಸಿಗುತ್ತದೆ. ನಿಮ್ಮ ಹಣಕಾಸಿನ ಸ್ಥಿತಿ ಸುಧಾರಿಸುತ್ತದೆ. ನಿಮ್ಮ ಸಂಗಾತಿ ನಿಜವಾಗಿಯೂ ನಿಮ್ಮ ದೇವತೆ ಎಂದು ನೀವು ಇಂದು ಅರ್ಥಮಾಡಿಕೊಳ್ಳುವಿರಿ. bbox=[142, 1295, 538, 1363]
